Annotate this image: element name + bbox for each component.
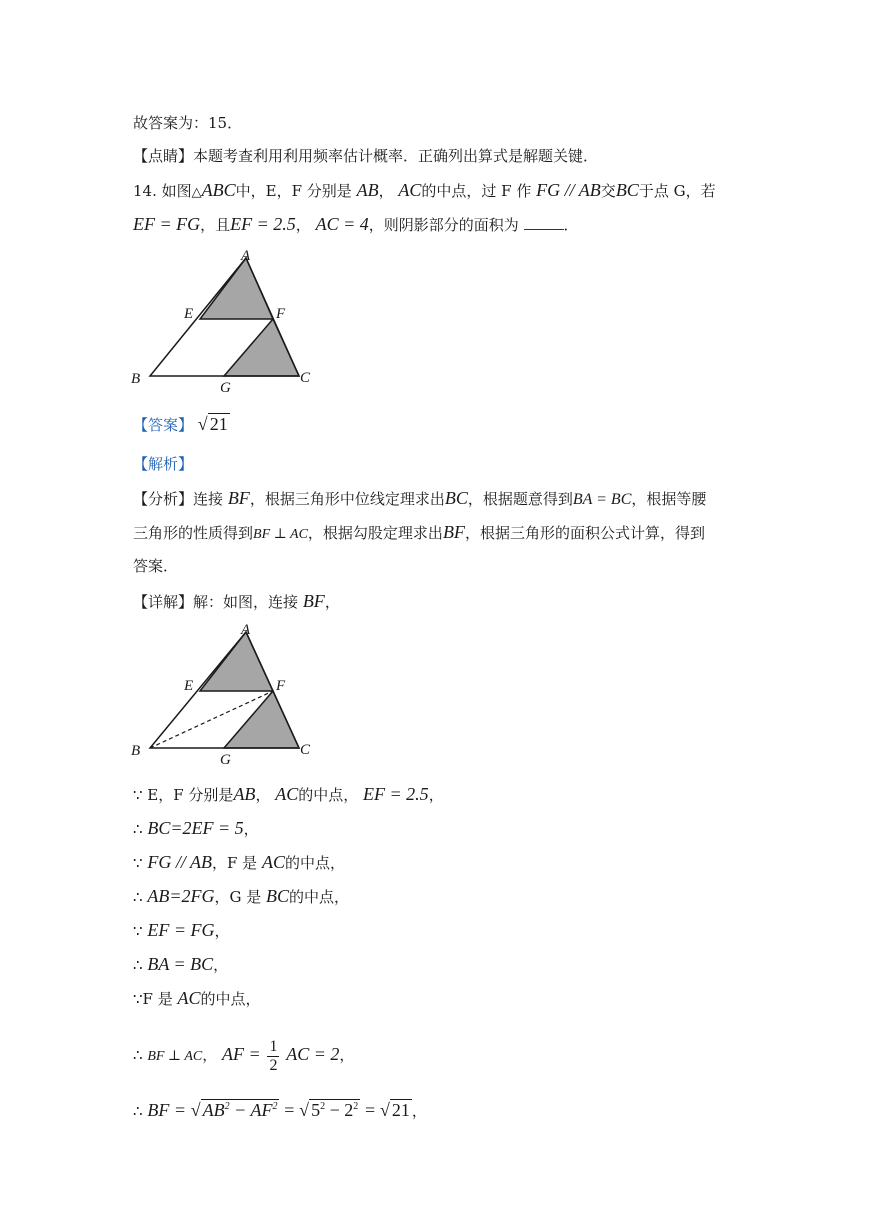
label-c: C — [300, 742, 311, 758]
answer-blank — [524, 215, 564, 230]
step-text: ∴ — [133, 1046, 143, 1064]
sqrt-ab2-af2: √ $AB^2 - AF^2$ — [190, 1100, 278, 1120]
step-5 — [133, 919, 229, 942]
math-abc: ABC — [201, 180, 236, 200]
label-g: G — [220, 752, 231, 768]
math-bc: BC — [444, 488, 468, 508]
superscript: 2 — [224, 1101, 230, 1112]
question-text: ，则阴影部分的面积为 — [368, 216, 519, 234]
question-text: ， — [295, 216, 311, 234]
fenxi-text: ，根据勾股定理求出 — [307, 524, 443, 542]
question-text: 如图 — [161, 182, 192, 200]
question-line-2 — [133, 213, 579, 236]
math-ab: AB — [356, 180, 379, 200]
superscript: 2 — [272, 1101, 278, 1112]
math-fg-parallel-ab: FG // AB — [147, 852, 212, 872]
step-text: ∴ — [133, 820, 143, 838]
step-text: ，F 是 — [212, 854, 258, 872]
comment-text: 本题考查利用利用频率估计概率．正确列出算式是解题关键． — [193, 147, 599, 165]
math-ac: AC — [275, 784, 299, 804]
detail-text: 解：如图，连接 — [193, 593, 299, 611]
step-8 — [133, 1032, 354, 1079]
math-bc: BC — [615, 180, 639, 200]
math-bf: BF — [302, 591, 325, 611]
step-text: ∴ — [133, 888, 143, 906]
math-ac: AC — [261, 852, 285, 872]
step-text: ，G 是 — [214, 888, 262, 906]
shaded-triangle-bottom — [224, 319, 299, 376]
question-text: ， — [378, 182, 394, 200]
analysis-line — [133, 453, 193, 475]
step-text: ∵ — [133, 922, 143, 940]
step-text: ， — [428, 786, 444, 804]
step-text: ， — [213, 956, 229, 974]
step-text: ∴ — [133, 956, 143, 974]
minus-2: − 2 — [329, 1100, 354, 1120]
analysis-tag: 【解析】 — [133, 455, 194, 473]
math-af-eq: AF = — [222, 1044, 261, 1064]
sqrt-21: √ 21 — [379, 1100, 410, 1120]
step-7 — [133, 987, 261, 1010]
math-ba-eq-bc: BA = BC — [147, 954, 214, 974]
question-number: 14. — [133, 182, 157, 200]
question-text: 于点 G，若 — [638, 182, 716, 200]
question-text: ，且 — [200, 216, 231, 234]
math-ef-eq-fg: EF = FG — [147, 920, 215, 940]
step-text: ， — [243, 820, 259, 838]
fraction-one-half — [267, 1038, 279, 1075]
fenxi-text: 连接 — [193, 490, 224, 508]
fraction-numerator: 1 — [269, 1037, 278, 1055]
fraction-denominator: 2 — [269, 1056, 278, 1074]
step-text: ， — [411, 1102, 427, 1120]
number-21: 21 — [391, 1100, 410, 1120]
step-6 — [133, 953, 228, 976]
math-ef-value: EF = 2.5 — [363, 784, 429, 804]
number-5: 5 — [311, 1100, 321, 1120]
superscript: 2 — [353, 1101, 359, 1112]
figure-solution — [128, 620, 328, 770]
fenxi-text: ，根据题意得到 — [467, 490, 573, 508]
math-bf-perp-ac: BF ⊥ AC — [147, 1049, 203, 1064]
comment-line — [133, 145, 598, 167]
sqrt-5sq-2sq: √ $5^2 - 2^2$ — [299, 1100, 359, 1120]
step-2 — [133, 817, 259, 840]
step-text: 的中点， — [284, 854, 345, 872]
shaded-triangle-top — [200, 258, 273, 319]
fenxi-text: 三角形的性质得到 — [133, 524, 254, 542]
step-text: ， — [214, 922, 230, 940]
math-ac-eq-2: AC = 2 — [286, 1044, 340, 1064]
prev-answer-line — [133, 112, 242, 134]
math-fg-parallel-ab: FG // AB — [536, 180, 601, 200]
question-text: ． — [563, 216, 579, 234]
fenxi-line-2 — [133, 521, 705, 546]
step-1 — [133, 783, 444, 806]
step-9 — [133, 1096, 427, 1122]
label-c: C — [300, 370, 311, 386]
step-text: 的中点， — [200, 990, 261, 1008]
label-f: F — [276, 678, 286, 694]
math-ab: AB — [202, 1100, 225, 1120]
question-text: 的中点，过 F 作 — [421, 182, 532, 200]
label-b: B — [131, 371, 141, 387]
math-ef-eq-fg: EF = FG — [133, 214, 201, 234]
shaded-triangle-top — [200, 632, 273, 691]
answer-value: 21 — [209, 414, 228, 434]
step-4 — [133, 885, 349, 908]
step-text: ， — [339, 1046, 355, 1064]
detail-line — [133, 590, 340, 613]
fenxi-text: 答案． — [133, 557, 179, 575]
math-bf: BF — [227, 488, 250, 508]
math-ab-eq-2fg: AB=2FG — [147, 886, 215, 906]
step-text: ∵ E，F 分别是 — [133, 786, 234, 804]
answer-line — [133, 413, 230, 436]
figure-question — [128, 246, 328, 396]
fenxi-text: ，根据三角形中位线定理求出 — [249, 490, 445, 508]
math-ba-eq-bc: BA = BC — [572, 491, 632, 508]
label-e: E — [184, 306, 194, 322]
equals-sign: = — [365, 1100, 376, 1120]
step-text: 的中点， — [298, 786, 359, 804]
answer-tag: 【答案】 — [133, 416, 194, 434]
math-ac: AC — [177, 988, 201, 1008]
step-text: ∵F 是 — [133, 990, 173, 1008]
fenxi-text: ，根据三角形的面积公式计算，得到 — [464, 524, 705, 542]
math-bf-eq: BF = — [147, 1100, 186, 1120]
step-text: ， — [255, 786, 271, 804]
question-text: 中，E，F 分别是 — [235, 182, 352, 200]
fenxi-text: ，根据等腰 — [631, 490, 707, 508]
math-ac: AC — [398, 180, 422, 200]
label-b: B — [131, 743, 141, 759]
step-3 — [133, 851, 345, 874]
detail-text: ， — [324, 593, 340, 611]
math-bf-perp-ac: BF ⊥ AC — [253, 527, 308, 542]
equals-sign: = — [284, 1100, 295, 1120]
step-text: ∴ — [133, 1102, 143, 1120]
sqrt-21: √ 21 — [197, 414, 228, 434]
fenxi-tag: 【分析】 — [133, 490, 194, 508]
math-ac-value: AC = 4 — [315, 214, 369, 234]
step-text: 的中点， — [289, 888, 350, 906]
math-af: − AF — [234, 1100, 273, 1120]
superscript: 2 — [320, 1101, 326, 1112]
label-a: A — [241, 248, 251, 264]
math-bf: BF — [442, 522, 465, 542]
label-f: F — [276, 306, 286, 322]
label-e: E — [184, 678, 194, 694]
math-ab: AB — [233, 784, 256, 804]
fenxi-line-3 — [133, 555, 178, 577]
fenxi-line-1 — [133, 487, 706, 511]
shaded-triangle-bottom — [224, 691, 299, 748]
step-text: ∵ — [133, 854, 143, 872]
label-g: G — [220, 380, 231, 396]
detail-tag: 【详解】 — [133, 593, 194, 611]
question-line-1 — [133, 179, 716, 203]
step-text: ， — [202, 1046, 218, 1064]
math-bc: BC — [266, 886, 290, 906]
math-bc-eq-2ef: BC=2EF = 5 — [147, 818, 244, 838]
math-ef-value: EF = 2.5 — [230, 214, 296, 234]
prev-answer-text: 故答案为：15． — [133, 114, 243, 132]
comment-tag: 【点睛】 — [133, 147, 194, 165]
label-a: A — [241, 622, 251, 638]
triangle-symbol: △ — [191, 184, 202, 199]
question-text: 交 — [600, 182, 616, 200]
